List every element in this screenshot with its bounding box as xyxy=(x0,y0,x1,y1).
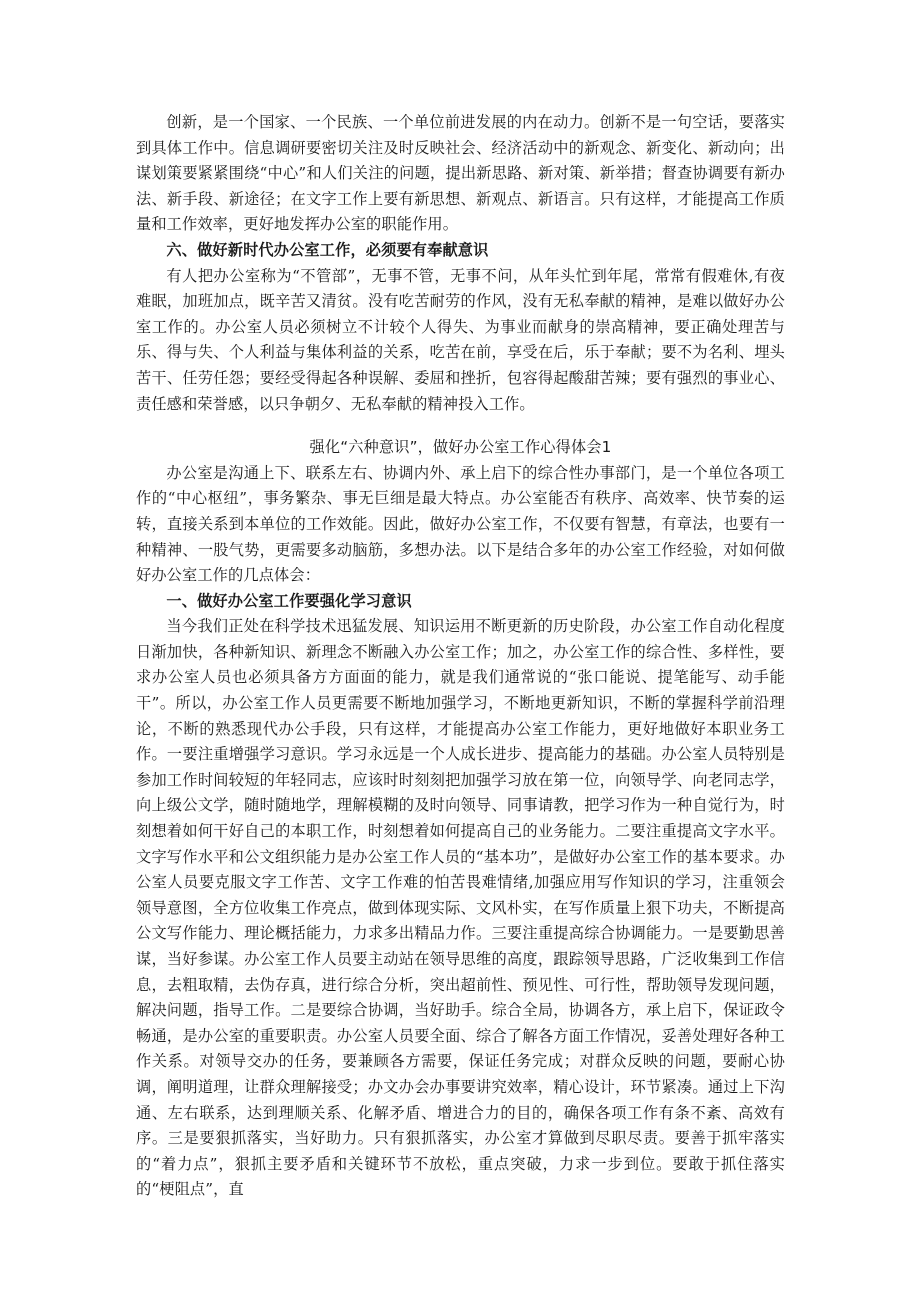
paragraph-innovation: 创新，是一个国家、一个民族、一个单位前进发展的内在动力。创新不是一句空话，要落实到具体工作中。信息调研要密切关注及时反映社会、经济活动中的新观念、新变化、新动向；出谋划策要紧紧围绕“中心”和人们关注的问题，提出新思路、新对策、新举措；督查协调要有新办法、新手段、新途径；在文字工作上要有新思想、新观点、新语言。只有这样，才能提高工作质量和工作效率，更好地发挥办公室的职能作用。 xyxy=(136,113,785,234)
article-title: 强化“六种意识”，做好办公室工作心得体会1 xyxy=(309,438,612,457)
document-body xyxy=(136,110,785,1203)
heading-learning: 一、做好办公室工作要强化学习意识 xyxy=(166,591,412,610)
paragraph-dedication: 有人把办公室称为“不管部”，无事不管，无事不问，从年头忙到年尾，常常有假难休,有夜难眠，加班加点，既辛苦又清贫。没有吃苦耐劳的作风，没有无私奉献的精神，是难以做好办公室工作的。办公室人员必须树立不计较个人得失、为事业而献身的崇高精神，要正确处理苦与乐、得与失、个人利益与集体利益的关系，吃苦在前，享受在后，乐于奉献；要不为名利、埋头苦干、任劳任怨；要经受得起各种误解、委屈和挫折，包容得起酸甜苦辣；要有强烈的事业心、责任感和荣誉感，以只争朝夕、无私奉献的精神投入工作。 xyxy=(136,266,785,413)
paragraph-learning: 当今我们正处在科学技术迅猛发展、知识运用不断更新的历史阶段，办公室工作自动化程度日渐加快，各种新知识、新理念不断融入办公室工作；加之，办公室工作的综合性、多样性，要求办公室人员也必须具备方方面面的能力，就是我们通常说的“张口能说、提笔能写、动手能干”。所以，办公室工作人员更需要不断地加强学习，不断地更新知识，不断的掌握科学前沿理论，不断的熟悉现代办公手段，只有这样，才能提高办公室工作能力，更好地做好本职业务工作。一要注重增强学习意识。学习永远是一个人成长进步、提高能力的基础。办公室人员特别是参加工作时间较短的年轻同志，应该时时刻刻把加强学习放在第一位，向领导学、向老同志学，向上级公文学，随时随地学，理解模糊的及时向领导、同事请教，把学习作为一种自觉行为，时刻想着如何干好自己的本职工作，时刻想着如何提高自己的业务能力。二要注重提高文字水平。文字写作水平和公文组织能力是办公室工作人员的“基本功”，是做好办公室工作的基本要求。办公室人员要克服文字工作苦、文字工作难的怕苦畏难情绪,加强应用写作知识的学习，注重领会领导意图，全方位收集工作亮点，做到体现实际、文风朴实，在写作质量上狠下功夫，不断提高公文写作能力、理论概括能力，力求多出精品力作。三要注重提高综合协调能力。一是要勤思善谋，当好参谋。办公室工作人员要主动站在领导思维的高度，跟踪领导思路，广泛收集到工作信息，去粗取精，去伪存真，进行综合分析，突出超前性、预见性、可行性，帮助领导发现问题，解决问题，指导工作。二是要综合协调，当好助手。综合全局，协调各方，承上启下，保证政令畅通，是办公室的重要职责。办公室人员要全面、综合了解各方面工作情况，妥善处理好各种工作关系。对领导交办的任务，要兼顾各方需要，保证任务完成；对群众反映的问题，要耐心协调，阐明道理，让群众理解接受；办文办会办事要讲究效率，精心设计，环节紧凑。通过上下沟通、左右联系，达到理顺关系、化解矛盾、增进合力的目的，确保各项工作有条不紊、高效有序。三是要狠抓落实，当好助力。只有狠抓落实，办公室才算做到尽职尽责。要善于抓牢落实的“着力点”，狠抓主要矛盾和关键环节不放松，重点突破，力求一步到位。要敢于抓住落实的“梗阻点”，直 xyxy=(136,617,785,1199)
heading-dedication: 六、做好新时代办公室工作，必须要有奉献意识 xyxy=(166,240,489,259)
paragraph-intro: 办公室是沟通上下、联系左右、协调内外、承上启下的综合性办事部门，是一个单位各项工作的“中心枢纽”，事务繁杂、事无巨细是最大特点。办公室能否有秩序、高效率、快节奏的运转，直接关系到本单位的工作效能。因此，做好办公室工作，不仅要有智慧，有章法，也要有一种精神、一股气势，更需要多动脑筋，多想办法。以下是结合多年的办公室工作经验，对如何做好办公室工作的几点体会： xyxy=(136,463,785,585)
